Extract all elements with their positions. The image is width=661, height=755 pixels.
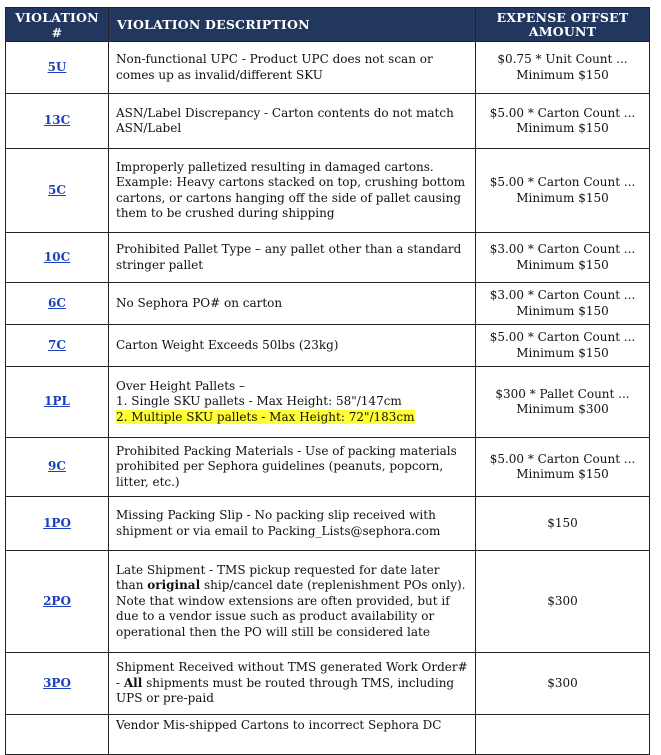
violation-code-link[interactable]: 10C <box>43 249 71 264</box>
expense-amount: $5.00 * Carton Count ... Minimum $150 <box>476 149 650 233</box>
table-row <box>6 325 650 367</box>
violation-description: No Sephora PO# on carton <box>109 283 476 325</box>
violation-description: Prohibited Packing Materials - Use of packing materials prohibited per Sephora guidelines (peanuts, popcorn, litter, etc.) <box>109 438 476 497</box>
table-row <box>6 551 650 653</box>
violation-code-link[interactable]: 1PL <box>44 394 70 409</box>
violation-code-link[interactable]: 13C <box>43 113 71 128</box>
header-violation-description: VIOLATION DESCRIPTION <box>109 8 476 42</box>
violation-code-link[interactable]: 5U <box>47 59 67 74</box>
expense-amount: $5.00 * Carton Count ... Minimum $150 <box>476 438 650 497</box>
violation-description: Non-functional UPC - Product UPC does not scan or comes up as invalid/different SKU <box>109 42 476 94</box>
expense-amount: $300 <box>476 653 650 715</box>
violation-table <box>5 7 650 755</box>
violation-description: Missing Packing Slip - No packing slip received with shipment or via email to Packing_Lists@sephora.com <box>109 497 476 551</box>
violation-description: Late Shipment - TMS pickup requested for date later than original ship/cancel date (replenishment POs only). Note that window extensions are often provided, but if due to a vendor issue such as product availability or operational then the PO will still be considered late <box>109 551 476 653</box>
expense-amount: $300 * Pallet Count ... Minimum $300 <box>476 367 650 438</box>
highlighted-text: 2. Multiple SKU pallets - Max Height: 72"/183cm <box>116 409 415 424</box>
expense-amount: $0.75 * Unit Count ... Minimum $150 <box>476 42 650 94</box>
header-row <box>6 8 650 42</box>
table-row <box>6 715 650 755</box>
header-expense-line1: EXPENSE OFFSET <box>496 9 629 25</box>
table-row <box>6 94 650 149</box>
violation-code-link[interactable]: 3PO <box>43 675 71 690</box>
expense-amount: $5.00 * Carton Count ... Minimum $150 <box>476 94 650 149</box>
table-row <box>6 233 650 283</box>
table-row <box>6 367 650 438</box>
expense-amount: $3.00 * Carton Count ... Minimum $150 <box>476 283 650 325</box>
violation-code-link[interactable]: 2PO <box>43 593 71 608</box>
table-row <box>6 149 650 233</box>
violation-code-link[interactable]: 5C <box>48 182 66 197</box>
violation-code-link[interactable]: 9C <box>48 459 66 474</box>
header-violation-number: VIOLATION # <box>6 8 109 42</box>
expense-amount: $3.00 * Carton Count ... Minimum $150 <box>476 233 650 283</box>
table-row <box>6 42 650 94</box>
violation-description: ASN/Label Discrepancy - Carton contents do not match ASN/Label <box>109 94 476 149</box>
violation-code-link[interactable]: 1PO <box>43 515 71 530</box>
table-row <box>6 497 650 551</box>
expense-amount: $300 <box>476 551 650 653</box>
violation-description: Prohibited Pallet Type – any pallet other than a standard stringer pallet <box>109 233 476 283</box>
table-row <box>6 653 650 715</box>
violation-description: Improperly palletized resulting in damaged cartons. Example: Heavy cartons stacked on top, crushing bottom cartons, or cartons hanging off the side of pallet causing them to be crushed during shipping <box>109 149 476 233</box>
violation-code-link[interactable]: 7C <box>48 337 66 352</box>
expense-amount <box>476 715 650 755</box>
violation-description: Carton Weight Exceeds 50lbs (23kg) <box>109 325 476 367</box>
table-row <box>6 438 650 497</box>
violation-description: Shipment Received without TMS generated Work Order# - All shipments must be routed through TMS, including UPS or pre-paid <box>109 653 476 715</box>
header-expense-offset-amount <box>476 8 650 42</box>
violation-description: Vendor Mis-shipped Cartons to incorrect Sephora DC <box>109 715 476 755</box>
table-row <box>6 283 650 325</box>
violation-description: Over Height Pallets – 1. Single SKU pallets - Max Height: 58"/147cm 2. Multiple SKU pallets - Max Height: 72"/183cm <box>109 367 476 438</box>
violation-code-link[interactable]: 6C <box>48 295 66 310</box>
header-expense-line2: AMOUNT <box>528 23 597 39</box>
expense-amount: $5.00 * Carton Count ... Minimum $150 <box>476 325 650 367</box>
expense-amount: $150 <box>476 497 650 551</box>
